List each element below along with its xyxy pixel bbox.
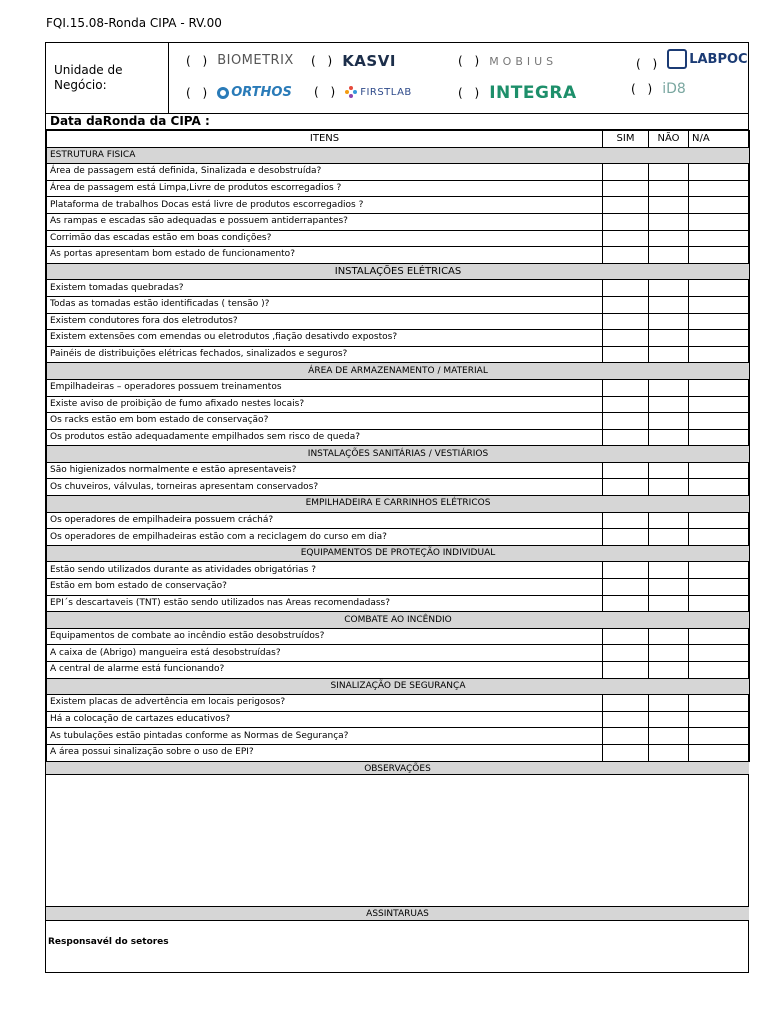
- checklist-question: Empilhadeiras – operadores possuem treinamentos: [47, 379, 603, 396]
- na-checkbox-cell[interactable]: [689, 164, 750, 181]
- na-checkbox-cell[interactable]: [689, 462, 750, 479]
- section-header-row: [47, 496, 750, 513]
- nao-checkbox-cell[interactable]: [649, 230, 689, 247]
- checklist-question: Os operadores de empilhadeiras estão com a reciclagem do curso em dia?: [47, 529, 603, 546]
- section-header-row: [47, 545, 750, 562]
- nao-checkbox-cell[interactable]: [649, 213, 689, 230]
- checkbox-paren[interactable]: ( ): [636, 57, 662, 71]
- checkbox-paren[interactable]: ( ): [458, 54, 484, 68]
- sim-checkbox-cell[interactable]: [603, 213, 649, 230]
- checklist-row: [47, 579, 750, 596]
- checklist-row: [47, 197, 750, 214]
- nao-checkbox-cell[interactable]: [649, 529, 689, 546]
- sim-checkbox-cell[interactable]: [603, 296, 649, 313]
- nao-checkbox-cell[interactable]: [649, 247, 689, 264]
- nao-checkbox-cell[interactable]: [649, 396, 689, 413]
- header-nao: NÃO: [649, 131, 689, 148]
- sim-checkbox-cell[interactable]: [603, 197, 649, 214]
- checklist-row: [47, 296, 750, 313]
- na-checkbox-cell[interactable]: [689, 280, 750, 297]
- na-checkbox-cell[interactable]: [689, 529, 750, 546]
- checklist-row: [47, 662, 750, 679]
- business-unit-section: [46, 43, 748, 114]
- checklist-question: As portas apresentam bom estado de funcionamento?: [47, 247, 603, 264]
- checklist-question: Os operadores de empilhadeira possuem cráchá?: [47, 512, 603, 529]
- checkbox-paren[interactable]: ( ): [186, 85, 212, 100]
- checklist-row: [47, 280, 750, 297]
- checklist-row: [47, 562, 750, 579]
- na-checkbox-cell[interactable]: [689, 579, 750, 596]
- document-code: FQI.15.08-Ronda CIPA - RV.00: [46, 16, 222, 30]
- sim-checkbox-cell[interactable]: [603, 180, 649, 197]
- checklist-question: Existem extensões com emendas ou eletrodutos ,fiação desativdo expostos?: [47, 330, 603, 347]
- sim-checkbox-cell[interactable]: [603, 413, 649, 430]
- na-checkbox-cell[interactable]: [689, 247, 750, 264]
- nao-checkbox-cell[interactable]: [649, 579, 689, 596]
- sim-checkbox-cell[interactable]: [603, 396, 649, 413]
- na-checkbox-cell[interactable]: [689, 330, 750, 347]
- business-unit-label: Unidade de Negócio:: [54, 63, 123, 92]
- section-title: COMBATE AO INCÊNDIO: [47, 612, 750, 629]
- sim-checkbox-cell[interactable]: [603, 346, 649, 363]
- checklist-row: [47, 645, 750, 662]
- na-checkbox-cell[interactable]: [689, 562, 750, 579]
- nao-checkbox-cell[interactable]: [649, 462, 689, 479]
- sim-checkbox-cell[interactable]: [603, 479, 649, 496]
- checklist-row: [47, 346, 750, 363]
- na-checkbox-cell[interactable]: [689, 662, 750, 679]
- orthos-logo-mark: [217, 87, 229, 99]
- nao-checkbox-cell[interactable]: [649, 728, 689, 745]
- observations-section: [46, 761, 749, 947]
- na-checkbox-cell[interactable]: [689, 512, 750, 529]
- header-sim: SIM: [603, 131, 649, 148]
- checklist-row: [47, 711, 750, 728]
- biometrix-logo: BIOMETRIX: [217, 53, 294, 68]
- checklist-question: As rampas e escadas são adequadas e possuem antiderrapantes?: [47, 213, 603, 230]
- na-checkbox-cell[interactable]: [689, 230, 750, 247]
- nao-checkbox-cell[interactable]: [649, 711, 689, 728]
- checklist-question: A caixa de (Abrigo) mangueira está desobstruídas?: [47, 645, 603, 662]
- na-checkbox-cell[interactable]: [689, 413, 750, 430]
- na-checkbox-cell[interactable]: [689, 197, 750, 214]
- checklist-question: Os produtos estão adequadamente empilhados sem risco de queda?: [47, 429, 603, 446]
- sim-checkbox-cell[interactable]: [603, 529, 649, 546]
- table-header-row: [47, 131, 750, 148]
- checklist-question: EPI´s descartaveis (TNT) estão sendo utilizados nas Areas recomendadass?: [47, 595, 603, 612]
- checklist-row: [47, 479, 750, 496]
- checklist-row: [47, 313, 750, 330]
- checklist-form: [45, 42, 749, 973]
- na-checkbox-cell[interactable]: [689, 628, 750, 645]
- na-checkbox-cell[interactable]: [689, 479, 750, 496]
- nao-checkbox-cell[interactable]: [649, 379, 689, 396]
- checklist-question: Área de passagem está definida, Sinalizada e desobstruída?: [47, 164, 603, 181]
- header-na: N/A: [689, 131, 750, 148]
- brand-option-kasvi[interactable]: [311, 52, 396, 70]
- inspection-date-field[interactable]: Data daRonda da CIPA :: [46, 113, 748, 130]
- section-header-row: [47, 446, 750, 463]
- checklist-row: [47, 230, 750, 247]
- nao-checkbox-cell[interactable]: [649, 197, 689, 214]
- nao-checkbox-cell[interactable]: [649, 164, 689, 181]
- nao-checkbox-cell[interactable]: [649, 645, 689, 662]
- na-checkbox-cell[interactable]: [689, 396, 750, 413]
- checkbox-paren[interactable]: ( ): [311, 54, 337, 68]
- section-header-row: [47, 363, 750, 380]
- sim-checkbox-cell[interactable]: [603, 645, 649, 662]
- sim-checkbox-cell[interactable]: [603, 280, 649, 297]
- checklist-row: [47, 413, 750, 430]
- checklist-question: Todas as tomadas estão identificadas ( tensão )?: [47, 296, 603, 313]
- sim-checkbox-cell[interactable]: [603, 628, 649, 645]
- checklist-row: [47, 330, 750, 347]
- firstlab-dots-icon: [345, 86, 357, 98]
- orthos-logo: ORTHOS: [231, 85, 292, 100]
- checklist-question: Plataforma de trabalhos Docas está livre de produtos escorregadios ?: [47, 197, 603, 214]
- nao-checkbox-cell[interactable]: [649, 595, 689, 612]
- checklist-row: [47, 695, 750, 712]
- checklist-question: Há a colocação de cartazes educativos?: [47, 711, 603, 728]
- sim-checkbox-cell[interactable]: [603, 164, 649, 181]
- nao-checkbox-cell[interactable]: [649, 180, 689, 197]
- checklist-row: [47, 744, 750, 761]
- na-checkbox-cell[interactable]: [689, 744, 750, 761]
- nao-checkbox-cell[interactable]: [649, 429, 689, 446]
- nao-checkbox-cell[interactable]: [649, 330, 689, 347]
- checklist-question: Os racks estão em bom estado de conservação?: [47, 413, 603, 430]
- section-title: ESTRUTURA FISICA: [47, 147, 750, 164]
- na-checkbox-cell[interactable]: [689, 711, 750, 728]
- checklist-question: Existem placas de advertência em locais perigosos?: [47, 695, 603, 712]
- na-checkbox-cell[interactable]: [689, 728, 750, 745]
- checklist-row: [47, 529, 750, 546]
- checklist-question: Os chuveiros, válvulas, torneiras apresentam conservados?: [47, 479, 603, 496]
- integra-logo: INTEGRA: [489, 83, 577, 103]
- sim-checkbox-cell[interactable]: [603, 711, 649, 728]
- checklist-question: Existe aviso de proibição de fumo afixado nestes locais?: [47, 396, 603, 413]
- na-checkbox-cell[interactable]: [689, 346, 750, 363]
- checklist-row: [47, 628, 750, 645]
- brand-option-mobius[interactable]: [458, 54, 557, 68]
- brand-option-biometrix[interactable]: [186, 53, 294, 68]
- na-checkbox-cell[interactable]: [689, 695, 750, 712]
- na-checkbox-cell[interactable]: [689, 379, 750, 396]
- checkbox-paren[interactable]: ( ): [186, 53, 212, 68]
- checklist-question: As tubulações estão pintadas conforme as Normas de Segurança?: [47, 728, 603, 745]
- signatures-header: ASSINTARUAS: [46, 907, 749, 921]
- checklist-row: [47, 512, 750, 529]
- checkbox-paren[interactable]: ( ): [631, 82, 657, 96]
- section-header-row: [47, 147, 750, 164]
- sim-checkbox-cell[interactable]: [603, 744, 649, 761]
- na-checkbox-cell[interactable]: [689, 645, 750, 662]
- responsible-label: Responsavél do setores: [48, 937, 169, 947]
- checklist-question: A central de alarme está funcionando?: [47, 662, 603, 679]
- checklist-question: Corrimão das escadas estão em boas condições?: [47, 230, 603, 247]
- brand-option-labpoc[interactable]: [636, 47, 748, 71]
- observations-textarea[interactable]: [46, 775, 749, 907]
- checklist-question: A área possui sinalização sobre o uso de EPI?: [47, 744, 603, 761]
- sim-checkbox-cell[interactable]: [603, 695, 649, 712]
- sim-checkbox-cell[interactable]: [603, 429, 649, 446]
- nao-checkbox-cell[interactable]: [649, 662, 689, 679]
- checklist-question: Estão em bom estado de conservação?: [47, 579, 603, 596]
- na-checkbox-cell[interactable]: [689, 296, 750, 313]
- sim-checkbox-cell[interactable]: [603, 230, 649, 247]
- checklist-row: [47, 728, 750, 745]
- section-title: ÁREA DE ARMAZENAMENTO / MATERIAL: [47, 363, 750, 380]
- checklist-row: [47, 396, 750, 413]
- checklist-question: Existem tomadas quebradas?: [47, 280, 603, 297]
- section-title: INSTALAÇÕES ELÉTRICAS: [47, 263, 750, 280]
- brand-option-id8[interactable]: [631, 81, 686, 97]
- checklist-row: [47, 429, 750, 446]
- sim-checkbox-cell[interactable]: [603, 512, 649, 529]
- firstlab-logo: FIRSTLAB: [360, 86, 412, 98]
- na-checkbox-cell[interactable]: [689, 429, 750, 446]
- brand-option-firstlab[interactable]: [314, 85, 412, 99]
- checklist-question: Existem condutores fora dos eletrodutos?: [47, 313, 603, 330]
- observations-header: OBSERVAÇÕES: [46, 761, 749, 775]
- checklist-question: Área de passagem está Limpa,Livre de produtos escorregadios ?: [47, 180, 603, 197]
- section-header-row: [47, 612, 750, 629]
- nao-checkbox-cell[interactable]: [649, 695, 689, 712]
- checklist-row: [47, 247, 750, 264]
- sim-checkbox-cell[interactable]: [603, 662, 649, 679]
- nao-checkbox-cell[interactable]: [649, 512, 689, 529]
- section-title: EQUIPAMENTOS DE PROTEÇÃO INDIVIDUAL: [47, 545, 750, 562]
- checklist-question: Estão sendo utilizados durante as atividades obrigatórias ?: [47, 562, 603, 579]
- na-checkbox-cell[interactable]: [689, 213, 750, 230]
- brand-option-orthos[interactable]: [186, 85, 292, 100]
- header-itens: ITENS: [47, 131, 603, 148]
- section-header-row: [47, 263, 750, 280]
- nao-checkbox-cell[interactable]: [649, 413, 689, 430]
- sim-checkbox-cell[interactable]: [603, 247, 649, 264]
- section-title: EMPILHADEIRA E CARRINHOS ELÉTRICOS: [47, 496, 750, 513]
- checkbox-paren[interactable]: ( ): [314, 85, 340, 99]
- checkbox-paren[interactable]: ( ): [458, 86, 484, 100]
- checklist-row: [47, 164, 750, 181]
- sim-checkbox-cell[interactable]: [603, 379, 649, 396]
- sim-checkbox-cell[interactable]: [603, 462, 649, 479]
- sim-checkbox-cell[interactable]: [603, 728, 649, 745]
- nao-checkbox-cell[interactable]: [649, 744, 689, 761]
- sim-checkbox-cell[interactable]: [603, 595, 649, 612]
- checklist-row: [47, 379, 750, 396]
- na-checkbox-cell[interactable]: [689, 595, 750, 612]
- nao-checkbox-cell[interactable]: [649, 296, 689, 313]
- section-title: INSTALAÇÕES SANITÁRIAS / VESTIÁRIOS: [47, 446, 750, 463]
- nao-checkbox-cell[interactable]: [649, 479, 689, 496]
- labpoc-logo: LABPOC: [689, 51, 748, 67]
- checklist-row: [47, 462, 750, 479]
- checklist-question: São higienizados normalmente e estão apresentaveis?: [47, 462, 603, 479]
- checklist-table: [46, 130, 750, 762]
- checklist-row: [47, 180, 750, 197]
- checklist-question: Painéis de distribuições elétricas fechados, sinalizados e seguros?: [47, 346, 603, 363]
- nao-checkbox-cell[interactable]: [649, 346, 689, 363]
- kasvi-logo: KASVI: [342, 52, 396, 70]
- mobius-logo: MOBIUS: [489, 54, 558, 68]
- section-header-row: [47, 678, 750, 695]
- nao-checkbox-cell[interactable]: [649, 313, 689, 330]
- id8-logo: iD8: [662, 81, 686, 97]
- na-checkbox-cell[interactable]: [689, 313, 750, 330]
- section-title: SINALIZAÇÃO DE SEGURANÇA: [47, 678, 750, 695]
- checklist-row: [47, 595, 750, 612]
- brand-option-integra[interactable]: [458, 83, 577, 103]
- sim-checkbox-cell[interactable]: [603, 330, 649, 347]
- sim-checkbox-cell[interactable]: [603, 579, 649, 596]
- labpoc-logo-mark: [667, 49, 687, 69]
- divider: [168, 43, 169, 113]
- sim-checkbox-cell[interactable]: [603, 313, 649, 330]
- nao-checkbox-cell[interactable]: [649, 628, 689, 645]
- nao-checkbox-cell[interactable]: [649, 562, 689, 579]
- sim-checkbox-cell[interactable]: [603, 562, 649, 579]
- nao-checkbox-cell[interactable]: [649, 280, 689, 297]
- checklist-question: Equipamentos de combate ao incêndio estão desobstruídos?: [47, 628, 603, 645]
- checklist-row: [47, 213, 750, 230]
- na-checkbox-cell[interactable]: [689, 180, 750, 197]
